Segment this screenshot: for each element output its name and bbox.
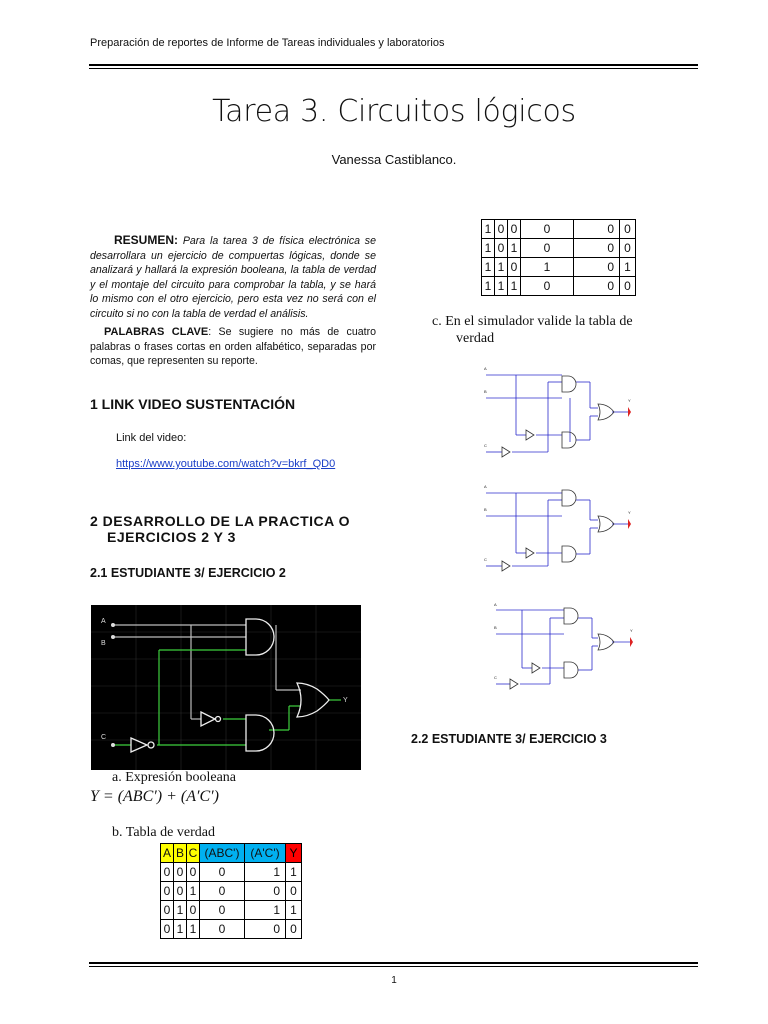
svg-text:B: B [494, 625, 497, 630]
cell: 0 [161, 863, 174, 882]
cell: 0 [521, 239, 574, 258]
footer-rule [89, 962, 698, 964]
cell: 1 [187, 920, 200, 939]
cell: 1 [482, 220, 495, 239]
svg-text:Y: Y [628, 398, 631, 403]
cell: 0 [574, 220, 620, 239]
cell: 0 [200, 882, 245, 901]
keywords-label: PALABRAS CLAVE [104, 326, 209, 338]
cell: 0 [174, 863, 187, 882]
cell: 0 [521, 220, 574, 239]
table-row [161, 901, 302, 920]
svg-text:B: B [484, 507, 487, 512]
cell: 0 [574, 258, 620, 277]
simulator-capture-2 [478, 478, 643, 578]
cell: 0 [620, 239, 636, 258]
boolean-expression: Y = (ABC′) + (A′C′) [90, 788, 219, 805]
header-rule [89, 64, 698, 66]
keywords-text: : Se sugiere no más de cuatro palabras o frases cortas en orden alfabético, separadas por comas, que representen su reporte. [90, 326, 376, 367]
section2-heading-line1: 2 DESARROLLO DE LA PRACTICA O [90, 513, 351, 529]
svg-text:Y: Y [630, 628, 633, 633]
table-row [482, 239, 636, 258]
table-row [482, 258, 636, 277]
cell: 1 [286, 863, 302, 882]
item-c-line1: c. En el simulador valide la tabla de [432, 314, 633, 329]
simulator-capture-1 [478, 360, 643, 460]
simulator-capture-3 [488, 598, 643, 693]
cell: 1 [482, 277, 495, 296]
item-c-label [432, 313, 633, 347]
section1-heading: 1 LINK VIDEO SUSTENTACIÓN [90, 396, 296, 412]
doc-title: Tarea 3. Circuitos lógicos [212, 94, 576, 129]
item-c-line2: verdad [456, 331, 495, 346]
cell: 0 [161, 920, 174, 939]
label-a: A [101, 618, 106, 625]
page-header: Preparación de reportes de Informe de Tareas individuales y laboratorios [90, 37, 445, 49]
svg-text:A: A [484, 366, 487, 371]
cell: 0 [495, 220, 508, 239]
svg-text:C: C [494, 675, 497, 680]
cell: 1 [508, 239, 521, 258]
cell: 0 [286, 920, 302, 939]
abstract-paragraph [90, 233, 376, 321]
item-a-label: a. Expresión booleana [112, 770, 237, 785]
table-row [482, 220, 636, 239]
truth-table-header-row [161, 844, 302, 863]
table-row [161, 882, 302, 901]
abstract-label: RESUMEN: [114, 233, 179, 247]
cell: 1 [495, 258, 508, 277]
section2-heading [90, 513, 380, 545]
cell: 1 [508, 277, 521, 296]
cell: 1 [174, 901, 187, 920]
th-ac: (A'C') [245, 844, 286, 863]
item-b-label: b. Tabla de verdad [112, 825, 215, 840]
th-y: Y [286, 844, 302, 863]
cell: 1 [482, 258, 495, 277]
truth-table-right [481, 219, 636, 296]
th-b: B [174, 844, 187, 863]
label-y: Y [343, 697, 348, 704]
cell: 1 [286, 901, 302, 920]
cell: 0 [187, 901, 200, 920]
cell: 0 [521, 277, 574, 296]
cell: 0 [161, 882, 174, 901]
cell: 0 [245, 920, 286, 939]
header-rule-thin [89, 68, 698, 69]
svg-text:C: C [484, 557, 487, 562]
cell: 0 [574, 239, 620, 258]
cell: 0 [286, 882, 302, 901]
cell: 0 [200, 920, 245, 939]
cell: 1 [495, 277, 508, 296]
cell: 0 [508, 258, 521, 277]
cell: 1 [187, 882, 200, 901]
svg-text:A: A [484, 484, 487, 489]
video-link[interactable]: https://www.youtube.com/watch?v=bkrf_QD0 [116, 458, 336, 470]
table-row [161, 920, 302, 939]
cell: 1 [521, 258, 574, 277]
cell: 1 [174, 920, 187, 939]
cell: 0 [620, 220, 636, 239]
link-label: Link del video: [116, 432, 187, 444]
section2-heading-line2: EJERCICIOS 2 Y 3 [107, 529, 236, 545]
subsection-2-1: 2.1 ESTUDIANTE 3/ EJERCICIO 2 [90, 566, 286, 580]
abstract-text: Para la tarea 3 de física electrónica se desarrollara un ejercicio de compuertas lógicas, donde se analizará y hallará la expresión booleana, la tabla de verdad y el montaje del circuito para comprobar la tabla, y se hará lo mismo con el otro ejercicio, pero esta vez no será con el circuito si no con la tabla de verdad el análisis. [90, 235, 376, 320]
cell: 0 [508, 220, 521, 239]
truth-table-left [160, 843, 302, 939]
svg-text:A: A [494, 602, 497, 607]
footer-rule-thin [89, 966, 698, 967]
cell: 0 [620, 277, 636, 296]
cell: 0 [245, 882, 286, 901]
cell: 1 [620, 258, 636, 277]
cell: 0 [495, 239, 508, 258]
th-abc: (ABC') [200, 844, 245, 863]
cell: 0 [574, 277, 620, 296]
th-c: C [187, 844, 200, 863]
cell: 0 [200, 901, 245, 920]
label-c: C [101, 734, 107, 741]
svg-text:Y: Y [628, 510, 631, 515]
cell: 1 [245, 901, 286, 920]
svg-text:C: C [484, 443, 487, 448]
cell: 0 [161, 901, 174, 920]
page-number: 1 [391, 975, 397, 986]
cell: 0 [187, 863, 200, 882]
circuit-schematic [91, 605, 361, 770]
cell: 0 [200, 863, 245, 882]
cell: 1 [245, 863, 286, 882]
subsection-2-2: 2.2 ESTUDIANTE 3/ EJERCICIO 3 [411, 732, 607, 746]
th-a: A [161, 844, 174, 863]
keywords-paragraph [90, 325, 376, 369]
table-row [482, 277, 636, 296]
label-b: B [101, 640, 106, 647]
cell: 0 [174, 882, 187, 901]
svg-text:B: B [484, 389, 487, 394]
cell: 1 [482, 239, 495, 258]
doc-author: Vanessa Castiblanco. [331, 152, 457, 167]
table-row [161, 863, 302, 882]
